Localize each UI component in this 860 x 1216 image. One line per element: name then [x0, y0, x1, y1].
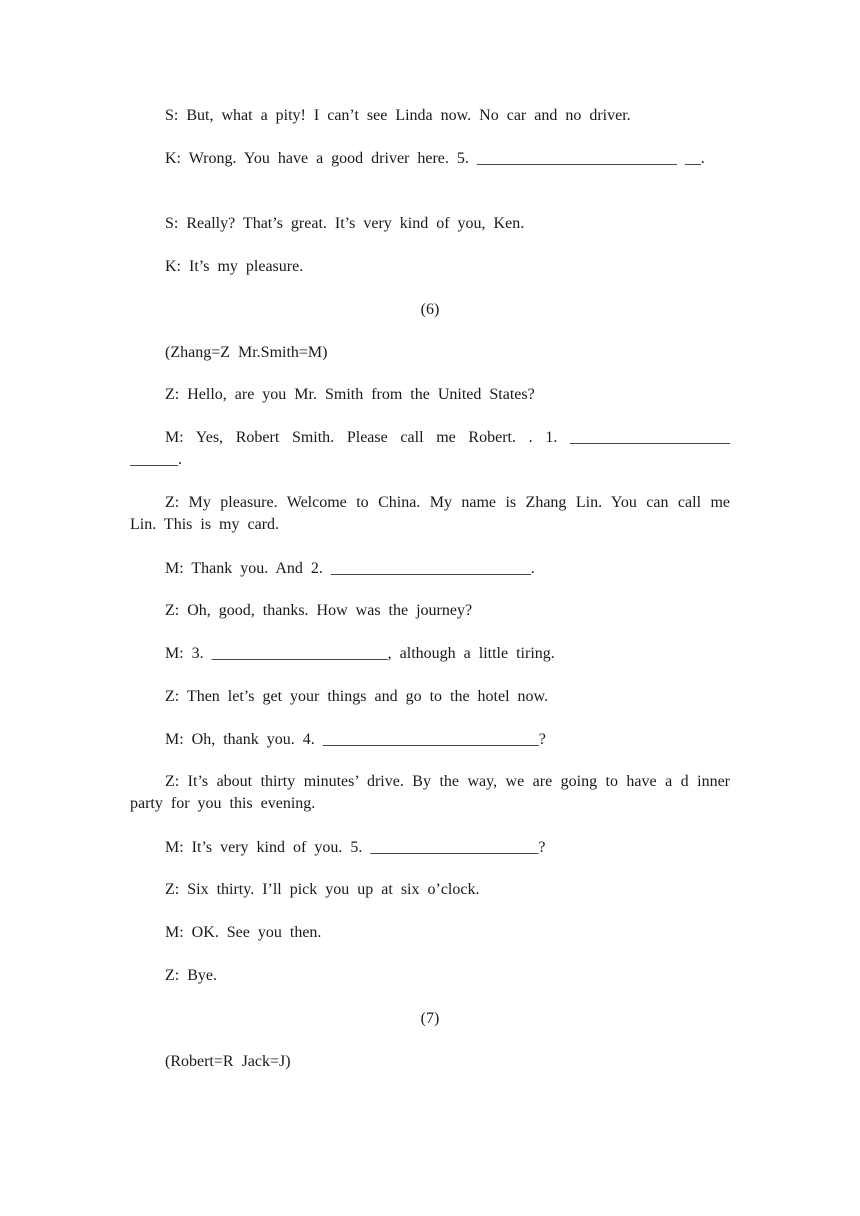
dialogue-line: Z: Six thirty. I’ll pick you up at six o’clock. [165, 881, 480, 898]
dialogue-line: M: Oh, thank you. 4. ___________________________? [165, 731, 546, 748]
dialogue-line: Z: Oh, good, thanks. How was the journey? [165, 602, 473, 619]
dialogue-line: M: 3. ______________________, although a little tiring. [165, 645, 555, 662]
roles-line: (Robert=R Jack=J) [165, 1053, 291, 1070]
dialogue-line: Z: Then let’s get your things and go to the hotel now. [165, 688, 549, 705]
dialogue-line: Z: Hello, are you Mr. Smith from the United States? [165, 386, 535, 403]
dialogue-line: M: It’s very kind of you. 5. _____________________? [165, 839, 546, 856]
dialogue-line: Z: My pleasure. Welcome to China. My name is Zhang Lin. You can call me Lin. This is my card. [130, 494, 730, 533]
dialogue-line: M: OK. See you then. [165, 924, 322, 941]
dialogue-line: M: Thank you. And 2. _________________________. [165, 560, 535, 577]
section-heading: (6) [420, 301, 440, 318]
dialogue-line: K: It’s my pleasure. [165, 258, 304, 275]
section-heading: (7) [420, 1010, 440, 1027]
dialogue-line: M: Yes, Robert Smith. Please call me Robert. . 1. ____________________ ______. [130, 429, 730, 468]
dialogue-line: S: But, what a pity! I can’t see Linda now. No car and no driver. [165, 107, 631, 124]
dialogue-line: Z: Bye. [165, 967, 217, 984]
dialogue-line: K: Wrong. You have a good driver here. 5. _________________________ __. [165, 150, 705, 167]
dialogue-line: S: Really? That’s great. It’s very kind of you, Ken. [165, 215, 525, 232]
roles-line: (Zhang=Z Mr.Smith=M) [165, 344, 328, 361]
dialogue-line: Z: It’s about thirty minutes’ drive. By the way, we are going to have a d inner party for you this evening. [130, 773, 730, 812]
